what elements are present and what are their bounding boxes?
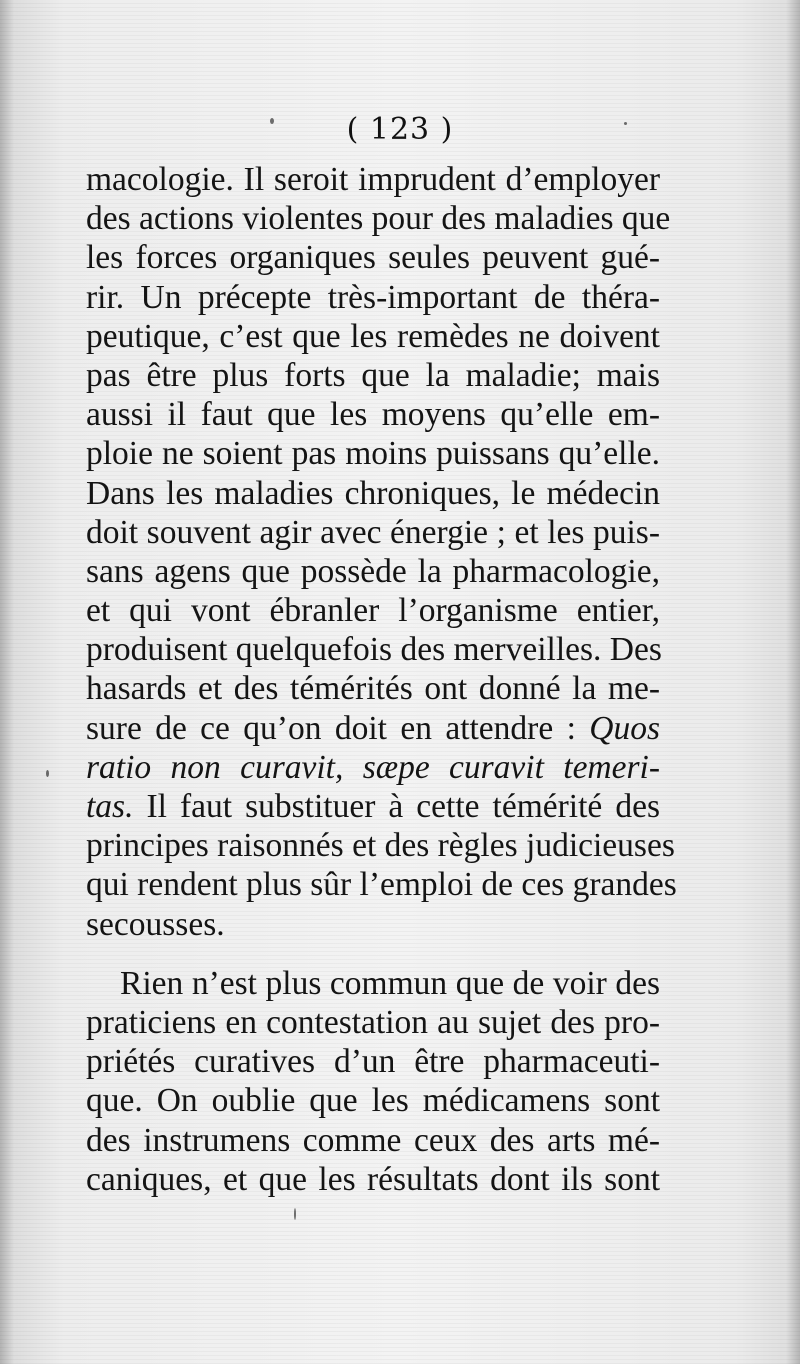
text-line: peutique, c’est que les remèdes ne doivent: [86, 317, 660, 355]
text-line: et qui vont ébranler l’organisme entier,: [86, 592, 660, 630]
text-line: des instrumens comme ceux des arts mé-: [86, 1121, 660, 1159]
text-line: principes raisonnés et des règles judicieuses: [86, 827, 675, 865]
text-line: priétés curatives d’un être pharmaceuti-: [86, 1043, 660, 1081]
text-line: hasards et des témérités ont donné la me-: [86, 670, 660, 708]
page-number: ( 123 ): [346, 112, 454, 147]
text-line: secousses.: [86, 905, 225, 943]
text-line: sans agens que possède la pharmacologie,: [86, 552, 660, 590]
text-line: pas être plus forts que la maladie; mais: [86, 356, 660, 394]
text-line-mixed: [86, 787, 660, 826]
text-segment: sure de ce qu’on doit en attendre :: [86, 709, 590, 747]
text-line: aussi il faut que les moyens qu’elle em-: [86, 396, 660, 434]
text-line: praticiens en contestation au sujet des pro-: [86, 1003, 660, 1041]
paragraph-gap: [86, 944, 660, 964]
text-line-mixed: [86, 709, 660, 748]
italic-segment: Quos: [589, 709, 660, 747]
text-line: produisent quelquefois des merveilles. Des: [86, 631, 662, 669]
left-page-shadow: [0, 0, 14, 1364]
text-line: Rien n’est plus commun que de voir des: [120, 964, 660, 1002]
right-page-shadow: [786, 0, 800, 1364]
text-line: ploie ne soient pas moins puissans qu’elle.: [86, 435, 660, 473]
ink-speck: [270, 118, 274, 124]
text-segment: Il faut substituer à cette témérité des: [146, 788, 660, 825]
text-line: des actions violentes pour des maladies que: [86, 200, 671, 238]
text-line: que. On oublie que les médicamens sont: [86, 1082, 660, 1120]
text-line: caniques, et que les résultats dont ils sont: [86, 1160, 660, 1198]
text-line: qui rendent plus sûr l’emploi de ces grandes: [86, 866, 677, 904]
text-line: macologie. Il seroit imprudent d’employer: [86, 161, 660, 198]
ink-speck: [624, 122, 627, 125]
italic-segment: tas.: [86, 788, 147, 825]
ink-speck: [294, 1208, 296, 1220]
text-line: doit souvent agir avec énergie ; et les puis-: [86, 513, 660, 551]
text-line: Dans les maladies chroniques, le médecin: [86, 474, 660, 512]
text-line: les forces organiques seules peuvent gué-: [86, 239, 660, 277]
ink-speck: [46, 770, 49, 777]
body-text: [86, 160, 677, 1199]
text-line-italic: ratio non curavit, sæpe curavit temeri-: [86, 748, 660, 786]
text-line: rir. Un précepte très-important de théra-: [86, 278, 660, 316]
